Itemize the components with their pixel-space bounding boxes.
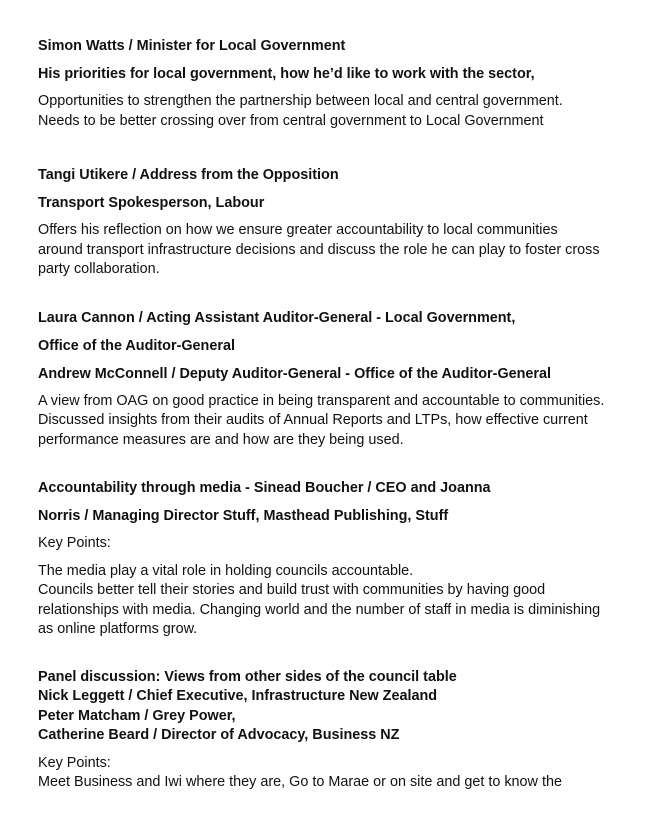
speaker-heading: Accountability through media - Sinead Boucher / CEO and Joanna [38, 480, 491, 496]
summary-line: The media play a vital role in holding councils accountable. [38, 562, 414, 579]
document-page [38, 36, 613, 793]
summary-line: Needs to be better crossing over from central government to Local Government [38, 112, 544, 129]
section-auditor-general [38, 308, 613, 451]
summary-line: Meet Business and Iwi where they are, Go to Marae or on site and get to know the [38, 774, 562, 790]
organisation-heading: Office of the Auditor-General [38, 337, 235, 354]
key-points-label: Key Points: [38, 754, 111, 771]
summary-line: relationships with media. Changing world and the number of staff in media is diminishing [38, 601, 601, 618]
section-media [38, 478, 613, 640]
summary-line: party collaboration. [38, 261, 160, 277]
section-panel [38, 668, 613, 793]
section-minister [38, 36, 613, 131]
summary-line: Opportunities to strengthen the partnership between local and central government. [38, 93, 563, 109]
summary-line: as online platforms grow. [38, 621, 198, 637]
key-points-label: Key Points: [38, 535, 111, 551]
speaker-heading: Tangi Utikere / Address from the Opposition [38, 167, 339, 183]
summary-line: Councils better tell their stories and build trust with communities by having good [38, 582, 546, 598]
panelist-heading: Peter Matcham / Grey Power, [38, 707, 236, 724]
role-heading: Transport Spokesperson, Labour [38, 195, 265, 211]
panel-heading: Panel discussion: Views from other sides of the council table [38, 668, 457, 685]
summary-line: around transport infrastructure decisions and discuss the role he can play to foster cross [38, 241, 600, 258]
panelist-heading: Catherine Beard / Director of Advocacy, Business NZ [38, 727, 400, 743]
summary-line: Offers his reflection on how we ensure greater accountability to local communities [38, 222, 558, 238]
speaker-heading: Simon Watts / Minister for Local Government [38, 38, 346, 54]
topic-heading: His priorities for local government, how he’d like to work with the sector, [38, 66, 535, 82]
summary-line: Discussed insights from their audits of Annual Reports and LTPs, how effective current [38, 412, 588, 428]
panelist-heading: Nick Leggett / Chief Executive, Infrastructure New Zealand [38, 688, 438, 704]
speaker-heading: Andrew McConnell / Deputy Auditor-General - Office of the Auditor-General [38, 365, 552, 382]
summary-line: A view from OAG on good practice in being transparent and accountable to communities. [38, 392, 605, 409]
summary-line: performance measures are and how are they being used. [38, 431, 404, 448]
speaker-heading: Laura Cannon / Acting Assistant Auditor-General - Local Government, [38, 309, 516, 326]
section-opposition [38, 165, 613, 280]
speaker-heading: Norris / Managing Director Stuff, Masthead Publishing, Stuff [38, 508, 449, 524]
